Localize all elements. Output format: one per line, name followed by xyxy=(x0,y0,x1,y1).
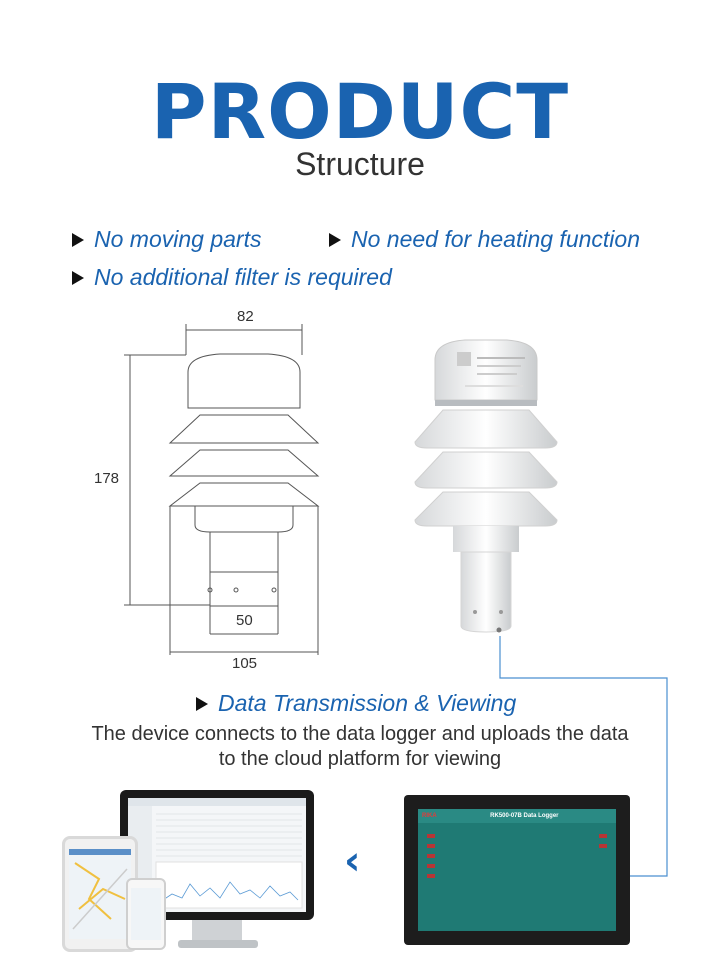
logger-row xyxy=(424,831,610,841)
monitor-base xyxy=(178,940,258,948)
transmission-description xyxy=(40,722,680,772)
dimension-height-label: 178 xyxy=(94,470,120,487)
page-title: PRODUCT xyxy=(150,67,570,156)
transmission-description-line: to the cloud platform for viewing xyxy=(218,748,502,770)
dimension-top-label: 82 xyxy=(237,308,254,325)
phone-screen xyxy=(131,888,161,940)
dimension-drawing xyxy=(70,300,350,690)
bullet-triangle-icon xyxy=(329,233,341,247)
bullet-triangle-icon xyxy=(72,271,84,285)
bullet-triangle-icon xyxy=(196,697,208,711)
dimension-inner-label: 50 xyxy=(236,612,253,629)
logger-readings xyxy=(424,831,610,881)
feature-label: No additional filter is required xyxy=(94,264,392,290)
data-logger-device xyxy=(404,795,630,945)
dimension-bottom-label: 105 xyxy=(232,655,258,672)
feature-label: No moving parts xyxy=(94,226,262,252)
bullet-triangle-icon xyxy=(72,233,84,247)
feature-item xyxy=(72,264,392,291)
logger-screen xyxy=(418,809,616,931)
transmission-description-line: The device connects to the data logger and uploads the data xyxy=(91,723,629,745)
logger-brand: RIKA xyxy=(422,813,437,819)
transmission-heading-label: Data Transmission & Viewing xyxy=(218,690,517,716)
feature-item xyxy=(72,226,261,253)
feature-item xyxy=(329,226,640,253)
feature-label: No need for heating function xyxy=(351,226,640,252)
logger-row xyxy=(424,841,610,851)
sensor-product-image xyxy=(395,330,575,640)
logger-header xyxy=(418,809,616,823)
sensor-outline-drawing xyxy=(70,300,350,690)
logger-row xyxy=(424,861,610,871)
map-screen-graphic xyxy=(69,849,131,939)
weather-sensor-illustration xyxy=(395,330,575,640)
logger-row xyxy=(424,851,610,861)
phone-device xyxy=(126,878,166,950)
transmission-heading xyxy=(196,690,516,717)
logger-row xyxy=(424,871,610,881)
page-subtitle: Structure xyxy=(295,146,425,182)
logger-title: RK500-07B Data Logger xyxy=(490,813,559,819)
monitor-stand xyxy=(192,920,242,942)
chevron-left-icon: ‹ xyxy=(344,838,361,884)
tablet-screen xyxy=(69,849,131,939)
